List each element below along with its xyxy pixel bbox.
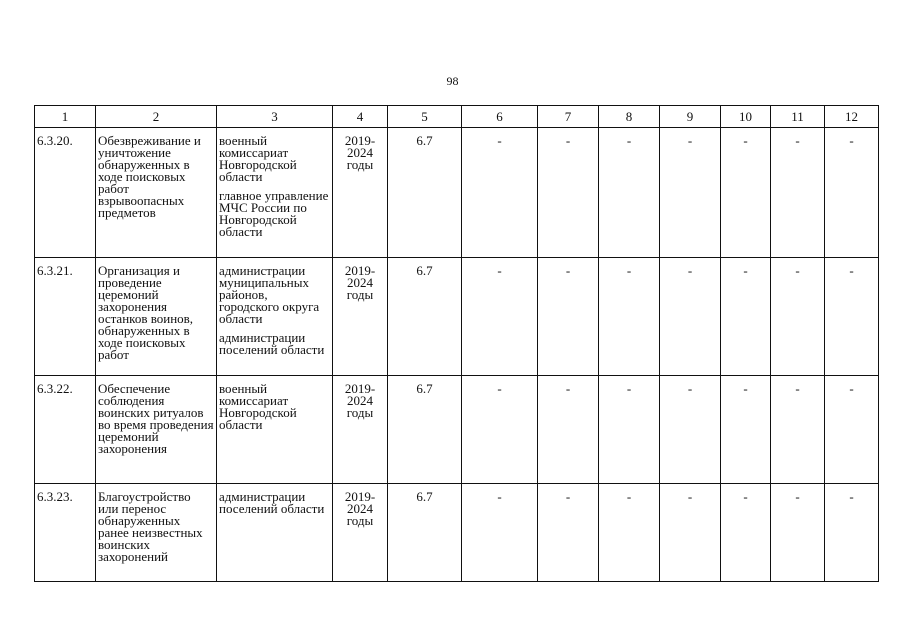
- row-number: 6.3.23.: [35, 484, 96, 582]
- value-cell: -: [771, 258, 825, 376]
- executors-cell: [217, 258, 333, 376]
- indicator: 6.7: [388, 484, 462, 582]
- executors-cell: [217, 376, 333, 484]
- value-cell: -: [825, 128, 879, 258]
- col-header: 12: [825, 106, 879, 128]
- row-number: 6.3.21.: [35, 258, 96, 376]
- value-cell: -: [462, 258, 538, 376]
- table-row: [35, 376, 879, 484]
- table-row: [35, 128, 879, 258]
- col-header: 9: [660, 106, 721, 128]
- value-cell: -: [660, 128, 721, 258]
- value-cell: -: [599, 128, 660, 258]
- value-cell: -: [599, 484, 660, 582]
- col-header: 7: [538, 106, 599, 128]
- period: 2019-2024 годы: [333, 258, 388, 376]
- period: 2019-2024 годы: [333, 484, 388, 582]
- value-cell: -: [771, 376, 825, 484]
- col-header: 11: [771, 106, 825, 128]
- value-cell: -: [721, 128, 771, 258]
- indicator: 6.7: [388, 258, 462, 376]
- value-cell: -: [721, 484, 771, 582]
- value-cell: -: [660, 258, 721, 376]
- value-cell: -: [462, 484, 538, 582]
- period: 2019-2024 годы: [333, 128, 388, 258]
- value-cell: -: [462, 376, 538, 484]
- measure-name: Обеспечение соблюдения воинских ритуалов во время проведения церемоний захоронения: [96, 376, 217, 484]
- col-header: 10: [721, 106, 771, 128]
- col-header: 3: [217, 106, 333, 128]
- col-header: 4: [333, 106, 388, 128]
- value-cell: -: [771, 484, 825, 582]
- value-cell: -: [660, 484, 721, 582]
- value-cell: -: [599, 258, 660, 376]
- indicator: 6.7: [388, 376, 462, 484]
- executors-cell: [217, 128, 333, 258]
- row-number: 6.3.20.: [35, 128, 96, 258]
- table-row: [35, 258, 879, 376]
- measure-name: Обезвреживание и уничтожение обнаруженных в ходе поисковых работ взрывоопасных предметов: [96, 128, 217, 258]
- executor: военный комиссариат Новгородской области: [219, 133, 297, 184]
- col-header: 1: [35, 106, 96, 128]
- measure-name: Организация и проведение церемоний захоронения останков воинов, обнаруженных в ходе поисковых работ: [96, 258, 217, 376]
- col-header: 2: [96, 106, 217, 128]
- period: 2019-2024 годы: [333, 376, 388, 484]
- value-cell: -: [825, 484, 879, 582]
- col-header: 6: [462, 106, 538, 128]
- value-cell: -: [771, 128, 825, 258]
- executor: главное управление МЧС России по Новгородской области: [219, 188, 329, 239]
- executor: администрации поселений области: [219, 489, 325, 516]
- executor: военный комиссариат Новгородской области: [219, 381, 297, 432]
- value-cell: -: [825, 376, 879, 484]
- value-cell: -: [538, 258, 599, 376]
- header-row: [35, 106, 879, 128]
- value-cell: -: [538, 376, 599, 484]
- executor: администрации муниципальных районов, городского округа области: [219, 263, 320, 326]
- value-cell: -: [462, 128, 538, 258]
- value-cell: -: [538, 484, 599, 582]
- page-number: 98: [446, 74, 459, 88]
- value-cell: -: [721, 376, 771, 484]
- value-cell: -: [825, 258, 879, 376]
- indicator: 6.7: [388, 128, 462, 258]
- row-number: 6.3.22.: [35, 376, 96, 484]
- value-cell: -: [721, 258, 771, 376]
- col-header: 8: [599, 106, 660, 128]
- measure-name: Благоустройство или перенос обнаруженных ранее неизвестных воинских захоронений: [96, 484, 217, 582]
- executor: администрации поселений области: [219, 330, 325, 357]
- table-row: [35, 484, 879, 582]
- measures-table: [34, 105, 879, 582]
- col-header: 5: [388, 106, 462, 128]
- value-cell: -: [599, 376, 660, 484]
- value-cell: -: [538, 128, 599, 258]
- value-cell: -: [660, 376, 721, 484]
- executors-cell: [217, 484, 333, 582]
